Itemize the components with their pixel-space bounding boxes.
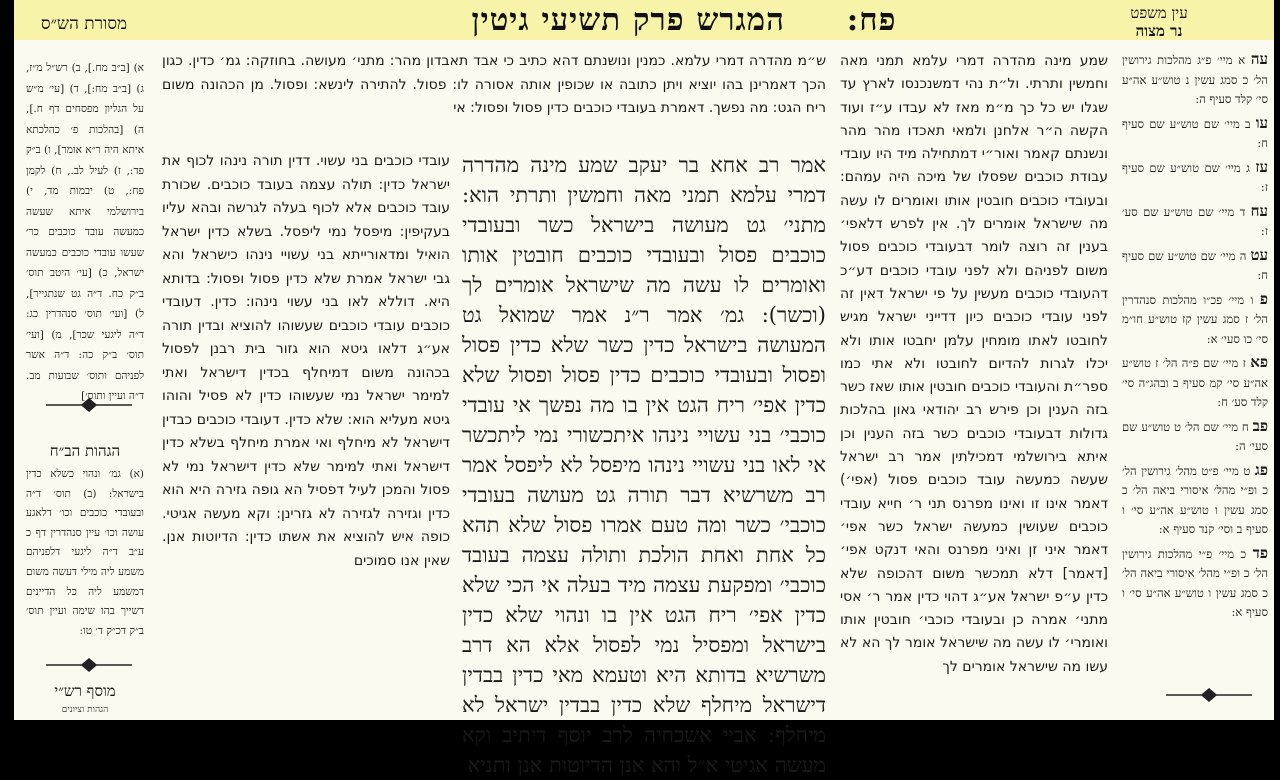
hagahot-heading: הגהות הב״ח	[49, 442, 121, 460]
rashi-column	[162, 150, 450, 720]
ein-entry: עה א מיי׳ פ״ג מהלכות גירושין הל׳ כ סמג עשין נ טוש״ע אה״ע סי׳ קלד סעיף ה:	[1122, 50, 1268, 106]
gemara-column	[462, 150, 826, 777]
tosafot-column	[840, 50, 1108, 720]
ein-entry: עו ב מיי׳ שם טוש״ע שם סעיף ח:	[1122, 113, 1269, 150]
ornament-divider	[44, 398, 134, 412]
ein-entry: פ ו מיי׳ פכ״ו מהלכות סנהדרין הל׳ ז סמג עשין קז טוש״ע חו״מ סי׳ כו סעי׳ א:	[1122, 289, 1269, 346]
ein-entry: פב ח מיי׳ שם הל׳ ט טוש״ע שם סעי׳ ה:	[1122, 416, 1269, 453]
hagahot-column	[26, 465, 144, 645]
ein-mishpat-title: עין משפט	[1130, 4, 1188, 22]
musaf-rashi-subtitle: הגהות וציונים	[61, 705, 109, 715]
musaf-rashi-heading: מוסף רש״י	[54, 682, 116, 700]
ein-entry: עח ד מיי׳ שם טוש״ע שם סע׳ ז:	[1122, 201, 1268, 238]
ein-mishpat-heading	[1084, 4, 1234, 40]
ornament-divider	[44, 658, 134, 672]
mesorot-text: א) [ב״ב מח.], ב) רש״ל מ״ז, ג) [ב״ב מח:], ד) [עי׳ מ״ש על הגליון מפסחים דף ח.], ה) [בהלכות פ׳ כהלכתא איתא היה ר״א אומר], ו) ב״ק פד:, ז) לעיל לב., ח) לקמן פח:, ט) יבמות מד, י) בירושלמי איתא שעשה כמעשה עובד כוכבים כר׳ שעשו עובדי כוכבים כמעשה ישראל, כ) [עי׳ היטב תוס׳ ב״ק כח. ד״ה גט שנתגייר], ל) [ועי׳ תוס׳ סנהדרין כג: ד״ה ליגעי שכר], מ) [ועי׳ תוס׳ ב״ק כה: ד״ה אשר לפניהם ותוס׳ שבועות מב. ד״ה ועיין ותוס׳]	[26, 62, 144, 402]
talmud-page	[14, 0, 1274, 777]
rashi-top-text: ש״מ מהדרה דמרי עלמא. כמנין ונושנתם דהא כתיב כי אבד תאבדון מהר: מתני׳ מעושה. בחוזקה: גמ׳ כדין. כגון הכך דאמרינן בהו יוציא ויתן כתובה או שכופין אותה אסורה לו: פסול. להתירה לינשא: ופסול. מן הכהונה משום ריח הגט: מה נפשך. דאמרת בעובדי כוכבים כדין פסול ופסול: אי	[162, 53, 826, 116]
rashi-top-band	[162, 50, 826, 148]
mesorot-heading: מסורת הש״ס	[40, 14, 128, 34]
mesorot-column	[26, 58, 144, 402]
ein-entry: עט ה מיי׳ שם טוש״ע שם סעיף ח:	[1122, 245, 1268, 282]
chapter-title: המגרש פרק תשיעי גיטין	[471, 2, 785, 38]
ein-entry: פד כ מיי׳ פ״י מהלכות גירושין הל׳ כ ופ״י מהל׳ איסורי ביאה הל׳ כ סמג עשין ו טוש״ע אה״ע סי׳ ו סעיף א:	[1122, 543, 1269, 619]
page-title	[404, 2, 964, 38]
ein-entry: עז ג מיי׳ שם טוש״ע שם סעיף ז:	[1122, 157, 1269, 194]
rashi-text: עובדי כוכבים בני עשוי. דדין תורה נינהו לכוף את ישראל כדין: תולה עצמה בעובד כוכבים. שכורת עובד כוכבים אלא לכוף בעלה לגרשה ובהא עליו בעקיפין: מיפסל נמי ליפסל. בשלא כדין ישראל הואיל ומדאורייתא בני עשויי נינהו כישראל והא גבי ישראל אמרת שלא כדין פסול ופסול: בדותא היא. דוללא לאו בני עשוי נינהו: כדין. דעובדי כוכבים עובדי כוכבים שעשוהו להוציא ובדין תורה אע״ג דלאו גיטא הוא גזור בית רבנן לפסול בכהונה משום דמיחלף בכדין דישראל ואתי למימר ישראל נמי שעשוהו כדין לא פסיל והוהו גיטא מעליא הוא: שלא כדין. דעובדי כוכבים כבדין דישראל לא מיחלף ואי אמרת מיחלף בשלא כדין דישראל ואתי למימר שלא כדין דישראל נמי לא פסול והמכן לעיל דפסיל הא גופה גזירה היא הוא כדין וגזירה לגזירה לא גזרינן: וקא מעשה אגיטי. כופה איש להוציא את אשתו כדין: הדיוטות אנן. שאין אנו סמוכים	[162, 153, 450, 569]
ein-mishpat-column	[1122, 50, 1268, 720]
ner-mitzvah-title: נר מצוה	[1135, 22, 1183, 40]
page-header	[14, 0, 1274, 40]
ein-entry: פג ט מיי׳ פ״ט מהל׳ גירושין הל׳ כ ופ״י מהל׳ איסורי ביאה הל׳ כ סמג עשין ו טוש״ע אה״ע סי׳ ו סעיף ב וסי׳ קנד סעיף א:	[1122, 460, 1268, 536]
page-number: פח:	[846, 2, 897, 38]
tosafot-text: שמע מינה מהדרה דמרי עלמא תמני מאה וחמשין ותרתי. ול״ת נהי דמשנכנסו לארץ עד שגלו יש כל כך מ״מ מאז לא עבדו ע״ז ועוד הקשה ה״ר אלחנן ולמאי תאכדו מהר מהר ונשנתם קאמר ואור״י דמתחילה מיד היו עובדי עבודת כוכבים שפסלו של מיכה היה עמהם: ובעובדי כוכבים חובטין אותו ואומרים לו עשה מה שישראל אומרים לך. אין לפרש דלאפי׳ בענין זה רוצה לומר דבעובדי כוכבים פסול משום לפניהם ולא לפני עובדי כוכבים דע״כ דהעובדי כוכבים מעשין על פי ישראל דאין זה לפני עובדי כוכבים כיון דדייני ישראל מגיש לחובטו לאתו מומחין עלמן יחבטו אותו ולא יכלו לגרות להדיום לחובטו ולא אתי כמו ספר״ת והעובדי כוכבים חובטין אותו שאז כשר בזה הענין וכן פירש רב יהודאי גאון בהלכות גדולות דבעובדי כוכבים כשר בזה הענין וכן איתא בירושלמי דמכילתין אמר רב ישראל שעשה כמעשה עובד כוכבים פסול (אפי׳) דאמר אינו זו ואינו מפרנס תני ר׳ חייא עובדי כוכבים שעושין כמעשה ישראל כשר אפי׳ דאמר איני זן ואיני מפרנס והאי דנקט אפי׳ [דאמר] דלא תמכשר משום דהכופה שלא כדין ע״פ ישראל אע״ג דהוי כדין אמר ר׳ אסי מתני׳ אמרה כן ובעובדי כוכבי׳ חובטין אותו ואומרי׳ לו עשה מה שישראל אומר לך הא לא עשו מה שישראל אומרים לך	[840, 53, 1108, 675]
ornament-divider	[1164, 688, 1254, 702]
ein-entry: פא ז מיי׳ שם פ״ה הל׳ ז טוש״ע אה״ע סי׳ קמ סעיף ב ובהג״ה סי׳ קלד סע׳ ח:	[1122, 353, 1268, 409]
gemara-text: אמר רב אחא בר יעקב שמע מינה מהדרה דמרי עלמא תמני מאה וחמשין ותרתי הוא: מתני׳ גט מעושה בישראל כשר ובעובדי כוכבים פסול ובעובדי כוכבים חובטין אותו ואומרים לו עשה מה שישראל אומרים לך (וכשר): גמ׳ אמר ר״נ אמר שמואל גט המעושה בישראל כדין כשר שלא כדין פסול ופסול ובעובדי כוכבים כדין פסול ופסול שלא כדין אפי׳ ריח הגט אין בו מה נפשך אי עובדי כוכבי׳ בני עשויי נינהו איתכשורי נמי ליתכשר אי לאו בני עשויי נינהו מיפסל לא ליפסל אמר רב משרשיא דבר תורה גט מעושה בעובדי כוכבי׳ כשר ומה טעם אמרו פסול שלא תהא כל אחת ואחת הולכת ותולה עצמה בעובד כוכבי׳ ומפקעת עצמה מיד בעלה אי הכי שלא כדין אפי׳ ריח הגט אין בו ונהוי שלא כדין בישראל ומפסיל נמי לפסול אלא הא דרב משרשיא בדותא היא וטעמא מאי כדין בבדין דישראל מיחלף שלא כדין בבדין ישראל לא מיחלף: אביי אשכחיה לרב יוסף דיתיב וקא מעשה אגיטי א״ל והא אנן הדיוטות אנן ותניא	[462, 153, 826, 777]
hagahot-text: (א) גמ׳ ונהוי כשלא כדין בישראל: (ב) תוס׳ ד״ה ובעובדי כוכבים וכו׳ דלאגע עושה וכו׳ עיין סנהדרין דף כ ע״ב ד״ה ליגעי דלפניהם משמע ליה מילי דעשה משום דמשמע ליה כל הדיינים דשייך בהו שימה ועיין תוס׳ ב״ק דכ״ק ד׳ טו:	[26, 468, 144, 637]
